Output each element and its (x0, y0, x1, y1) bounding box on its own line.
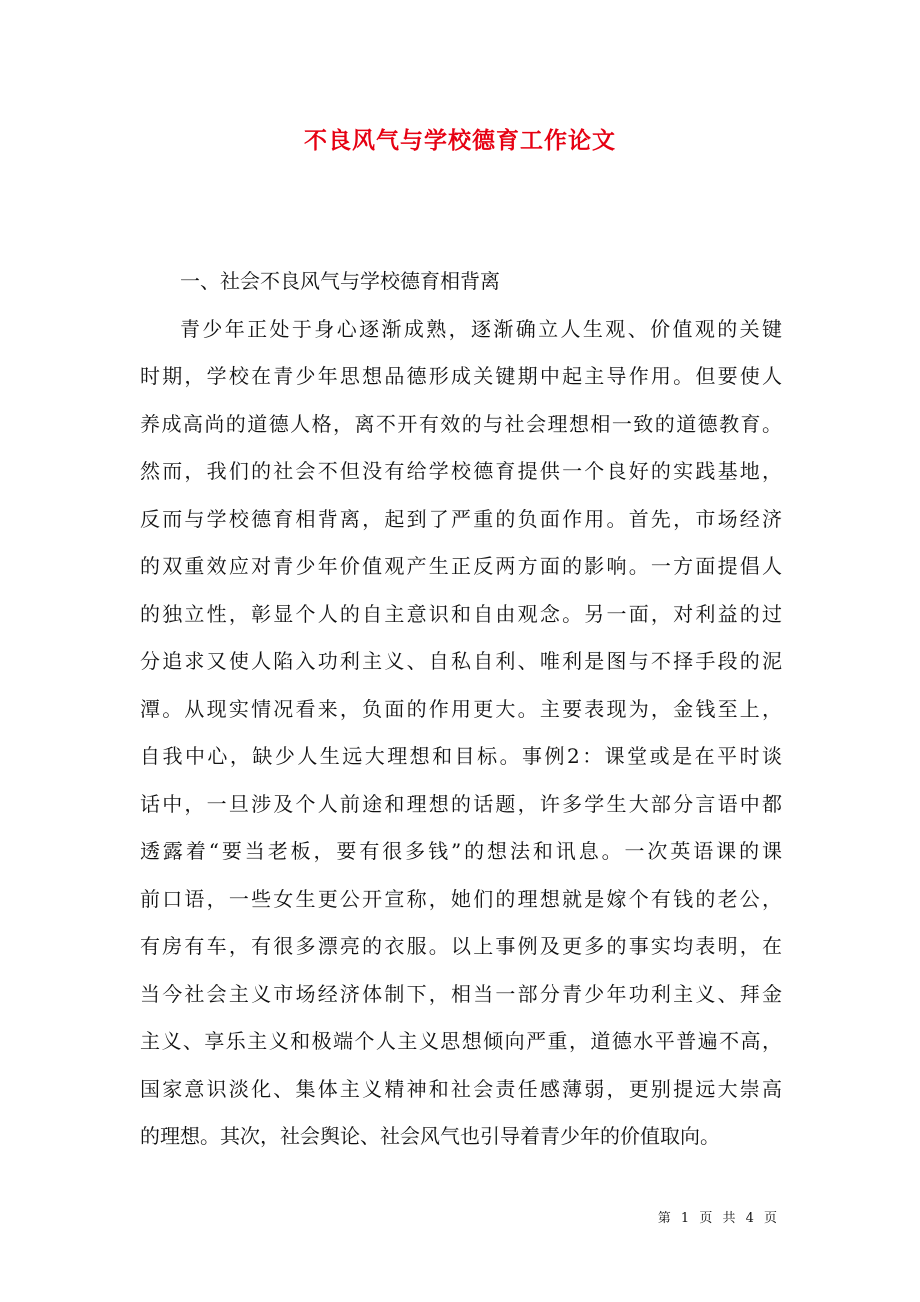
paragraph-line: 养成高尚的道德人格，离不开有效的与社会理想相一致的道德教育。 (140, 411, 782, 436)
paragraph-line: 然而，我们的社会不但没有给学校德育提供一个良好的实践基地， (140, 459, 782, 483)
paragraph (140, 314, 782, 1169)
paragraph-line: 的独立性，彰显个人的自主意识和自由观念。另一面，对利益的过 (140, 601, 782, 626)
paragraph-line: 国家意识淡化、集体主义精神和社会责任感薄弱，更别提远大崇高 (140, 1076, 782, 1101)
paragraph-line: 时期，学校在青少年思想品德形成关键期中起主导作用。但要使人 (140, 364, 782, 388)
page-footer: 第 1 页 共 4 页 (657, 1211, 780, 1226)
section-heading: 一、社会不良风气与学校德育相背离 (180, 269, 500, 293)
paragraph-line: 的双重效应对青少年价值观产生正反两方面的影响。一方面提倡人 (140, 554, 782, 578)
paragraph-line: 话中，一旦涉及个人前途和理想的话题，许多学生大部分言语中都 (140, 791, 782, 816)
paragraph-line: 青少年正处于身心逐渐成熟，逐渐确立人生观、价值观的关键 (180, 316, 782, 341)
paragraph-line: 当今社会主义市场经济体制下，相当一部分青少年功利主义、拜金 (140, 981, 782, 1006)
paragraph-line: 自我中心，缺少人生远大理想和目标。事例2：课堂或是在平时谈 (140, 744, 782, 768)
paragraph-line: 有房有车，有很多漂亮的衣服。以上事例及更多的事实均表明，在 (140, 934, 782, 958)
paragraph-line: 分追求又使人陷入功利主义、自私自利、唯利是图与不择手段的泥 (140, 649, 782, 673)
paragraph-line: 潭。从现实情况看来，负面的作用更大。主要表现为，金钱至上， (140, 696, 782, 721)
paragraph-line: 主义、享乐主义和极端个人主义思想倾向严重，道德水平普遍不高， (140, 1029, 782, 1053)
paragraph-line: 的理想。其次，社会舆论、社会风气也引导着青少年的价值取向。 (140, 1124, 720, 1148)
document-body (140, 266, 782, 1169)
paragraph-line: 反而与学校德育相背离，起到了严重的负面作用。首先，市场经济 (140, 506, 782, 531)
document-title: 不良风气与学校德育工作论文 (304, 127, 616, 154)
paragraph-line: 前口语，一些女生更公开宣称，她们的理想就是嫁个有钱的老公， (140, 886, 782, 911)
paragraph-line: 透露着“要当老板，要有很多钱”的想法和讯息。一次英语课的课 (140, 839, 782, 863)
